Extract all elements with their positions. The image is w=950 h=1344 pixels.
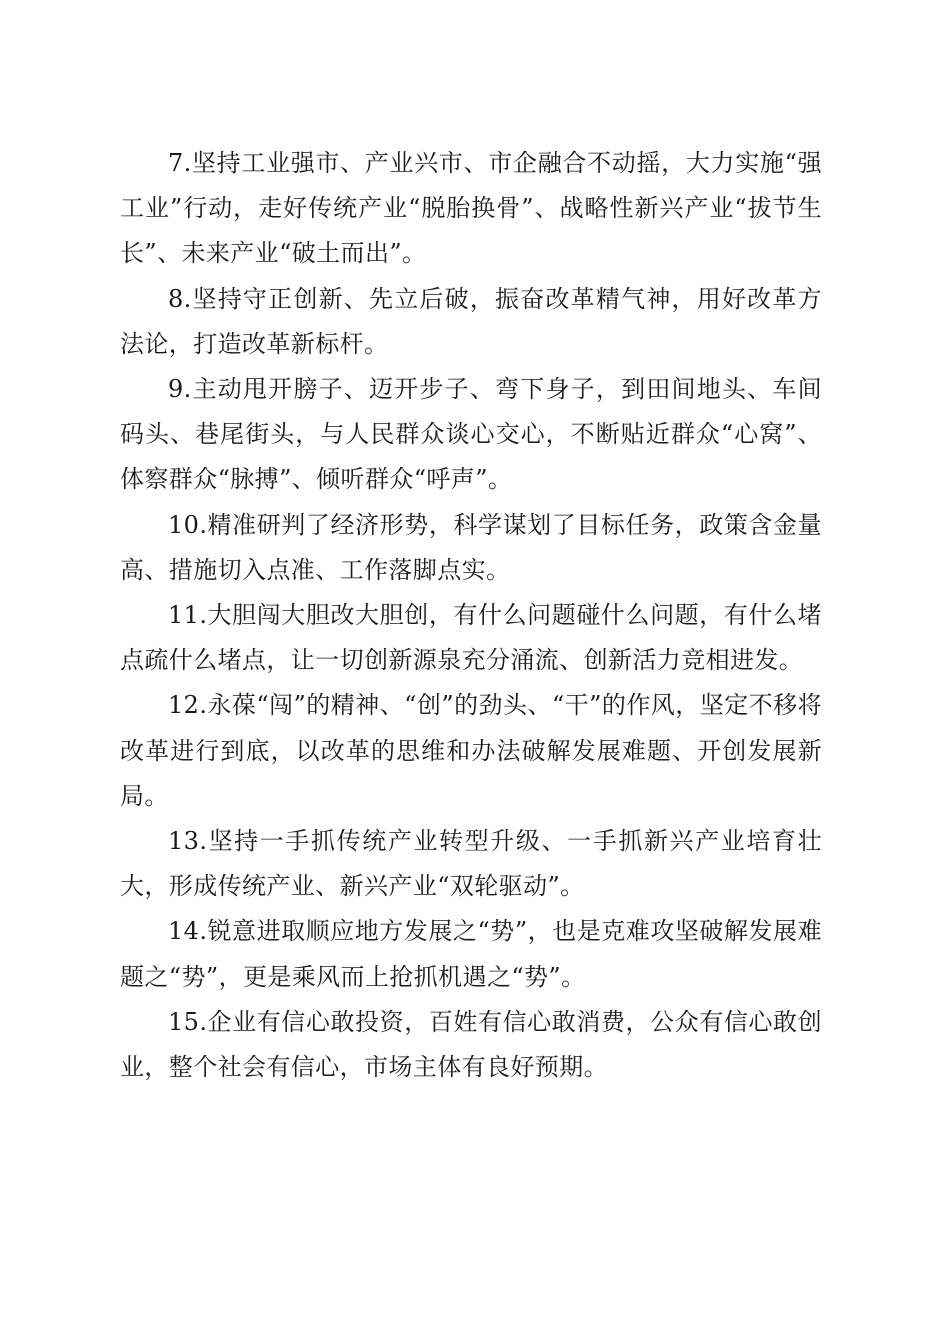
paragraph-item-11: 11.大胆闯大胆改大胆创，有什么问题碰什么问题，有什么堵点疏什么堵点，让一切创新源泉充分涌流、创新活力竞相进发。	[120, 601, 822, 675]
paragraph-item-12: 12.永葆“闯”的精神、“创”的劲头、“干”的作风，坚定不移将改革进行到底，以改革的思维和办法破解发展难题、开创发展新局。	[120, 691, 822, 810]
paragraph-item-9: 9.主动甩开膀子、迈开步子、弯下身子，到田间地头、车间码头、巷尾街头，与人民群众谈心交心，不断贴近群众“心窝”、体察群众“脉搏”、倾听群众“呼声”。	[120, 375, 822, 494]
paragraph-item-13: 13.坚持一手抓传统产业转型升级、一手抓新兴产业培育壮大，形成传统产业、新兴产业“双轮驱动”。	[120, 827, 822, 901]
paragraph-item-7: 7.坚持工业强市、产业兴市、市企融合不动摇，大力实施“强工业”行动，走好传统产业“脱胎换骨”、战略性新兴产业“拔节生长”、未来产业“破土而出”。	[120, 149, 822, 268]
paragraph-item-14: 14.锐意进取顺应地方发展之“势”，也是克难攻坚破解发展难题之“势”，更是乘风而上抢抓机遇之“势”。	[120, 917, 822, 991]
document-body	[120, 141, 822, 1090]
paragraph-item-8: 8.坚持守正创新、先立后破，振奋改革精气神，用好改革方法论，打造改革新标杆。	[120, 284, 822, 358]
paragraph-item-10: 10.精准研判了经济形势，科学谋划了目标任务，政策含金量高、措施切入点准、工作落脚点实。	[120, 510, 822, 584]
paragraph-item-15: 15.企业有信心敢投资，百姓有信心敢消费，公众有信心敢创业，整个社会有信心，市场主体有良好预期。	[120, 1007, 822, 1082]
